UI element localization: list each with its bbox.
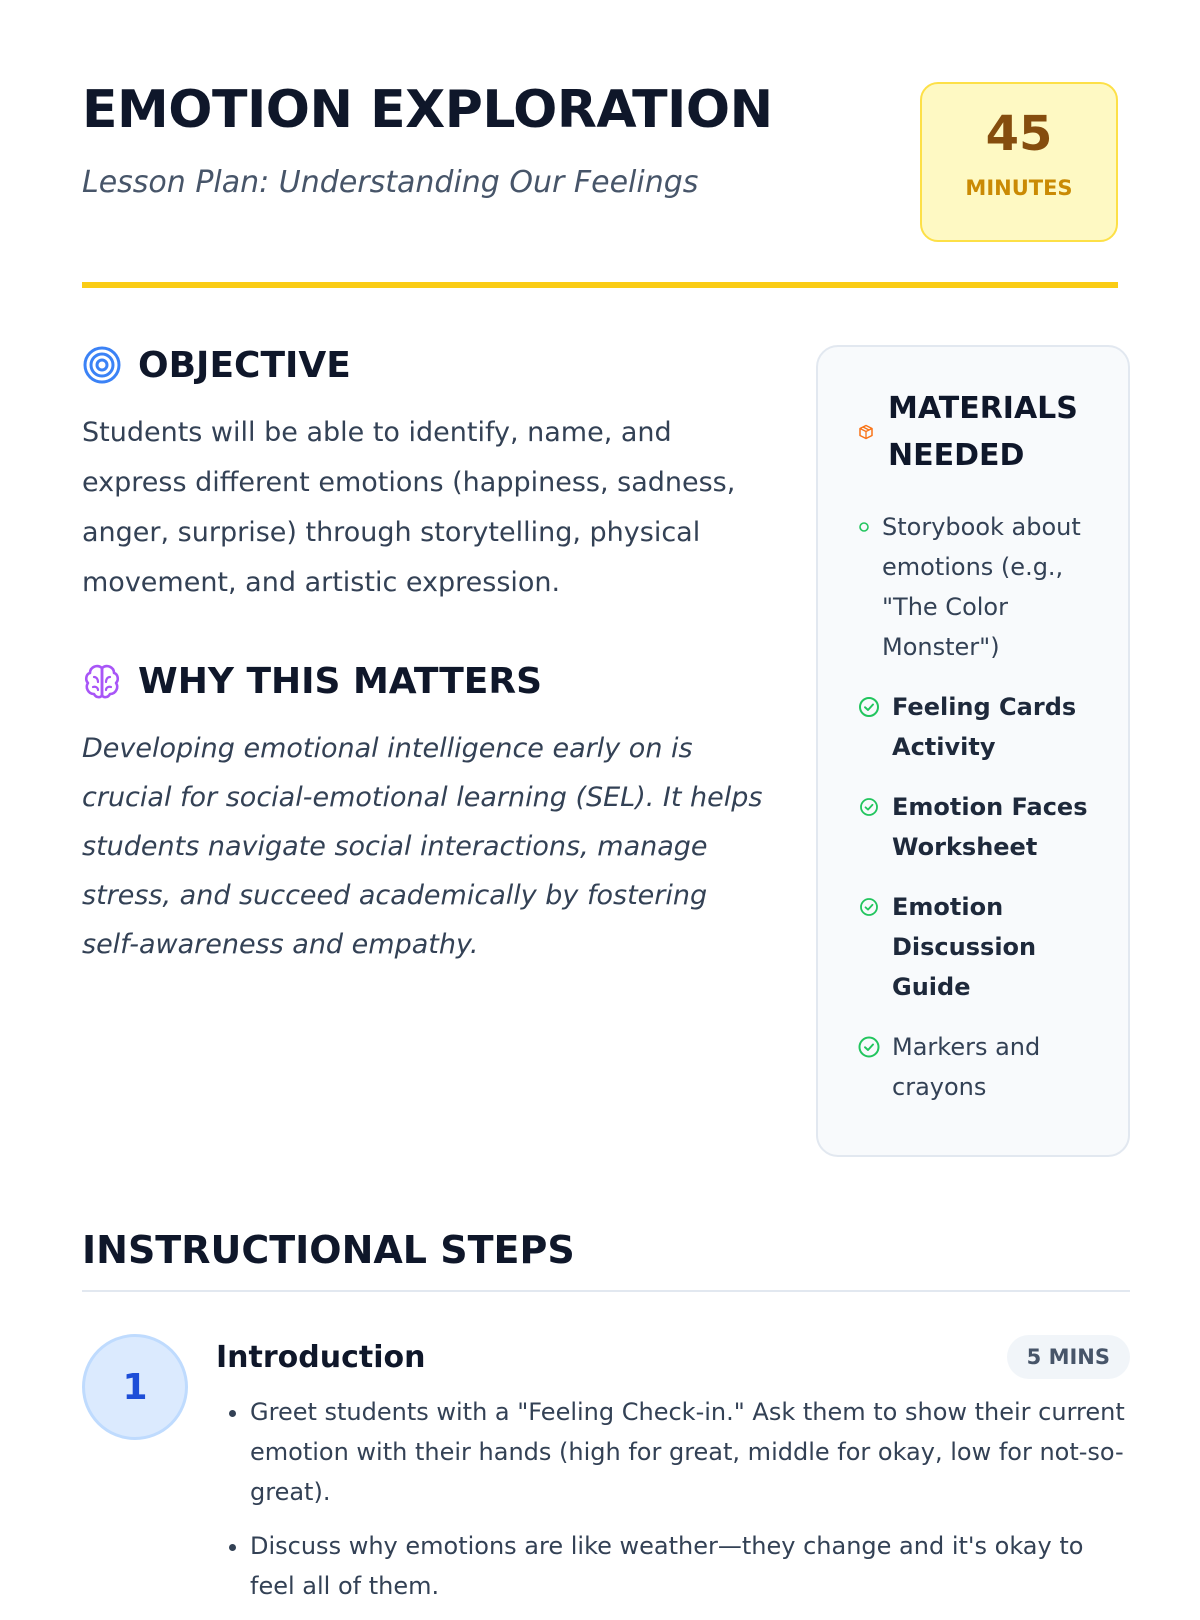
dot-icon xyxy=(858,521,870,533)
why-heading xyxy=(82,656,772,706)
instructional-steps xyxy=(82,1228,1130,1620)
step-time-badge: 5 MINS xyxy=(1007,1335,1130,1379)
duration-badge xyxy=(920,82,1118,242)
material-item-label: Markers and crayons xyxy=(892,1033,1041,1101)
duration-unit: MINUTES xyxy=(965,176,1073,200)
step-bullets xyxy=(216,1392,1130,1606)
material-item-label: Feeling Cards Activity xyxy=(892,693,1077,761)
duration-number: 45 xyxy=(985,106,1053,162)
target-icon xyxy=(82,345,122,385)
page-title: EMOTION EXPLORATION xyxy=(82,80,773,140)
box-icon xyxy=(858,424,874,440)
material-item xyxy=(858,1027,1098,1107)
objective-heading xyxy=(82,340,772,390)
material-item-label: Emotion Discussion Guide xyxy=(892,893,1037,1001)
step-bullet: • Greet students with a "Feeling Check-in." Ask them to show their current emotion with their hands (high for great, middle for okay, low for not-so-great). xyxy=(250,1392,1130,1512)
material-item-label: Storybook about emotions (e.g., "The Color Monster") xyxy=(882,513,1081,661)
check-circle-icon xyxy=(858,896,880,918)
why-heading-text: WHY THIS MATTERS xyxy=(138,660,543,702)
material-item-label: Emotion Faces Worksheet xyxy=(892,793,1088,861)
check-circle-icon xyxy=(858,696,880,718)
check-circle-icon xyxy=(858,1036,880,1058)
materials-title xyxy=(858,385,1098,479)
materials-list xyxy=(858,507,1098,1107)
step-title: Introduction xyxy=(216,1339,426,1375)
step-number-badge: 1 xyxy=(82,1334,188,1440)
material-item xyxy=(858,507,1098,667)
check-circle-icon xyxy=(858,796,880,818)
material-item xyxy=(858,887,1098,1007)
materials-card xyxy=(816,345,1130,1157)
material-item xyxy=(858,787,1098,867)
material-item xyxy=(858,687,1098,767)
steps-heading: INSTRUCTIONAL STEPS xyxy=(82,1228,1130,1292)
objective-heading-text: OBJECTIVE xyxy=(138,344,351,386)
main-column xyxy=(82,340,772,969)
brain-icon xyxy=(82,661,122,701)
step-header xyxy=(216,1334,1130,1380)
why-text: Developing emotional intelligence early on is crucial for social-emotional learning (SEL). It helps students navigate social interactions, manage stress, and succeed academically by fostering self-awareness and empathy. xyxy=(82,733,763,960)
page-subtitle: Lesson Plan: Understanding Our Feelings xyxy=(82,165,699,200)
materials-title-text: MATERIALS NEEDED xyxy=(888,391,1078,473)
step-item xyxy=(82,1334,1130,1606)
step-bullet: • Discuss why emotions are like weather—they change and it's okay to feel all of them. xyxy=(250,1526,1130,1606)
objective-text: Students will be able to identify, name, and express different emotions (happiness, sadness, anger, surprise) through storytelling, physical movement, and artistic expression. xyxy=(82,417,736,598)
page-header xyxy=(82,0,1118,288)
